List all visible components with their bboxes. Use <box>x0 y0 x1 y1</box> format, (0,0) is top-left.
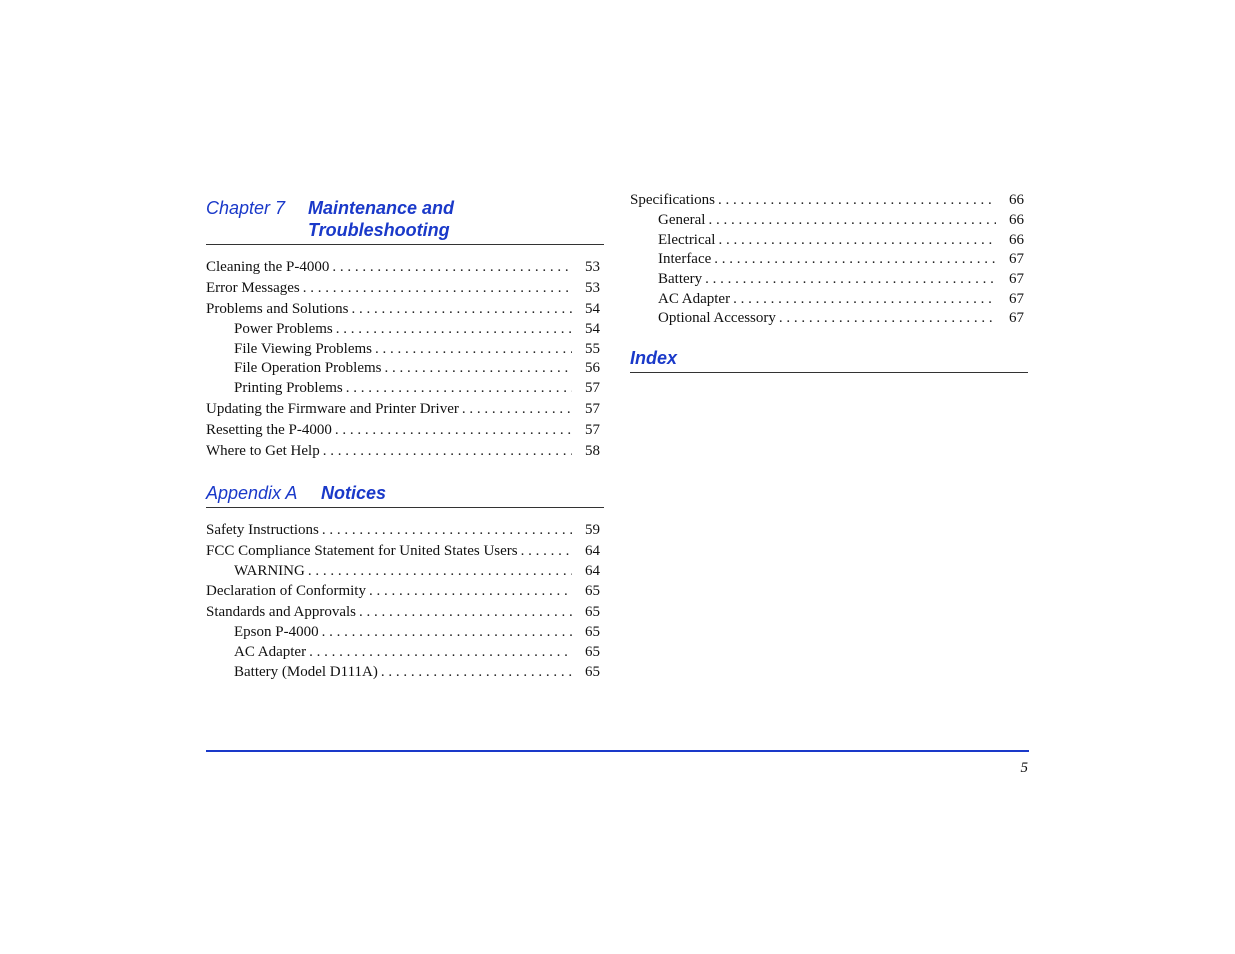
toc-entry-page: 64 <box>585 562 600 579</box>
toc-entry-title: Safety Instructions <box>206 521 319 538</box>
toc-entry-resetting[interactable] <box>206 420 604 441</box>
toc-entry-title: FCC Compliance Statement for United States Users <box>206 542 518 559</box>
toc-entry-specifications[interactable] <box>630 190 1028 211</box>
toc-entry-title: Declaration of Conformity <box>206 583 366 600</box>
toc-entry-general[interactable] <box>630 211 1028 231</box>
dot-leader <box>335 420 572 441</box>
toc-entry-page: 59 <box>585 521 600 538</box>
toc-entry-page: 65 <box>585 604 600 621</box>
dot-leader <box>462 399 572 420</box>
dot-leader <box>705 270 996 290</box>
toc-entry-title: WARNING <box>234 562 305 579</box>
chapter-7-toc <box>206 257 604 462</box>
index-title: Index <box>630 348 678 369</box>
dot-leader <box>332 257 572 278</box>
toc-entry-page: 65 <box>585 644 600 661</box>
toc-entry-title: Optional Accessory <box>658 310 776 327</box>
toc-entry-page: 53 <box>585 259 600 275</box>
toc-entry-electrical[interactable] <box>630 231 1028 251</box>
dot-leader <box>336 320 572 340</box>
dot-leader <box>308 562 572 582</box>
toc-entry-updating-firmware[interactable] <box>206 399 604 420</box>
toc-entry-ac-adapter-specs[interactable] <box>630 290 1028 310</box>
index-heading[interactable] <box>630 347 1028 373</box>
dot-leader <box>714 250 996 270</box>
dot-leader <box>352 299 572 320</box>
chapter-7-heading[interactable] <box>206 197 604 245</box>
toc-entry-page: 56 <box>585 360 600 377</box>
toc-entry-page: 67 <box>1009 310 1024 327</box>
toc-entry-cleaning[interactable] <box>206 257 604 278</box>
toc-entry-page: 67 <box>1009 251 1024 268</box>
toc-entry-battery-model[interactable] <box>206 663 604 683</box>
toc-entry-title: AC Adapter <box>234 644 307 661</box>
toc-entry-title: File Operation Problems <box>234 360 382 377</box>
dot-leader <box>384 359 572 379</box>
toc-entry-power-problems[interactable] <box>206 320 604 340</box>
dot-leader <box>375 340 572 360</box>
toc-entry-page: 67 <box>1009 271 1024 288</box>
dot-leader <box>346 379 572 399</box>
appendix-a-title: Notices <box>321 482 387 503</box>
toc-entry-standards-approvals[interactable] <box>206 602 604 623</box>
toc-entry-page: 58 <box>585 442 600 459</box>
dot-leader <box>718 190 996 211</box>
toc-entry-page: 53 <box>585 280 600 296</box>
toc-entry-page: 66 <box>1009 212 1024 228</box>
footer-rule <box>206 750 1029 752</box>
toc-entry-title: Electrical <box>658 231 716 248</box>
dot-leader <box>718 231 996 251</box>
appendix-a-toc <box>206 520 604 683</box>
dot-leader <box>369 581 572 602</box>
toc-entry-page: 57 <box>585 400 600 417</box>
toc-entry-page: 67 <box>1009 290 1024 307</box>
toc-entry-file-operation-problems[interactable] <box>206 359 604 379</box>
chapter-7-title-line-2: Troubleshooting <box>308 220 450 240</box>
toc-entry-safety-instructions[interactable] <box>206 520 604 541</box>
toc-entry-title: Epson P-4000 <box>234 624 319 641</box>
toc-entry-epson-p4000[interactable] <box>206 623 604 643</box>
right-column <box>630 190 1028 373</box>
page-number: 5 <box>1020 760 1028 776</box>
toc-entry-title: Where to Get Help <box>206 442 320 459</box>
toc-entry-title: General <box>658 212 706 228</box>
toc-entry-title: Error Messages <box>206 280 300 296</box>
toc-entry-printing-problems[interactable] <box>206 379 604 399</box>
dot-leader <box>381 663 572 683</box>
toc-entry-title: Interface <box>658 251 712 268</box>
chapter-7-title-line-1: Maintenance and <box>308 198 455 218</box>
toc-entry-optional-accessory[interactable] <box>630 309 1028 329</box>
dot-leader <box>322 623 572 643</box>
dot-leader <box>303 278 572 299</box>
toc-entry-title: AC Adapter <box>658 290 731 307</box>
toc-entry-title: Battery (Model D111A) <box>234 663 378 680</box>
toc-entry-page: 65 <box>585 583 600 600</box>
toc-entry-title: Standards and Approvals <box>206 604 356 621</box>
specifications-toc <box>630 190 1028 329</box>
toc-entry-page: 66 <box>1009 192 1024 208</box>
toc-entry-problems-solutions[interactable] <box>206 299 604 320</box>
dot-leader <box>322 520 572 541</box>
toc-entry-page: 55 <box>585 340 600 357</box>
toc-entry-page: 64 <box>585 542 600 559</box>
toc-entry-page: 54 <box>585 301 600 317</box>
dot-leader <box>733 290 996 310</box>
left-column <box>206 190 604 683</box>
toc-entry-warning[interactable] <box>206 562 604 582</box>
toc-entry-title: Battery <box>658 271 703 288</box>
dot-leader <box>323 441 572 462</box>
toc-entry-title: Resetting the P-4000 <box>206 421 332 438</box>
toc-entry-title: Problems and Solutions <box>206 301 349 317</box>
toc-entry-title: Power Problems <box>234 321 333 337</box>
toc-entry-page: 66 <box>1009 231 1024 248</box>
dot-leader <box>708 211 996 231</box>
dot-leader <box>309 643 572 663</box>
toc-entry-title: Specifications <box>630 192 715 208</box>
toc-entry-page: 54 <box>585 321 600 337</box>
chapter-7-title <box>308 197 454 241</box>
dot-leader <box>779 309 996 329</box>
toc-entry-title: Printing Problems <box>234 380 343 397</box>
dot-leader <box>359 602 572 623</box>
toc-entry-page: 57 <box>585 421 600 438</box>
appendix-a-label: Appendix A <box>206 482 298 503</box>
chapter-7-label: Chapter 7 <box>206 198 286 218</box>
toc-entry-title: Updating the Firmware and Printer Driver <box>206 400 459 417</box>
toc-entry-fcc-compliance[interactable] <box>206 541 604 562</box>
toc-entry-file-viewing-problems[interactable] <box>206 340 604 360</box>
toc-entry-ac-adapter-approvals[interactable] <box>206 643 604 663</box>
toc-entry-title: File Viewing Problems <box>234 340 372 357</box>
toc-entry-page: 57 <box>585 380 600 397</box>
toc-entry-where-to-get-help[interactable] <box>206 441 604 462</box>
toc-entry-interface[interactable] <box>630 250 1028 270</box>
toc-entry-battery[interactable] <box>630 270 1028 290</box>
toc-entry-error-messages[interactable] <box>206 278 604 299</box>
appendix-a-heading[interactable] <box>206 482 604 508</box>
toc-entry-page: 65 <box>585 624 600 641</box>
toc-entry-title: Cleaning the P-4000 <box>206 259 330 275</box>
toc-entry-page: 65 <box>585 663 600 680</box>
dot-leader <box>521 541 572 562</box>
toc-entry-declaration-of-conformity[interactable] <box>206 581 604 602</box>
